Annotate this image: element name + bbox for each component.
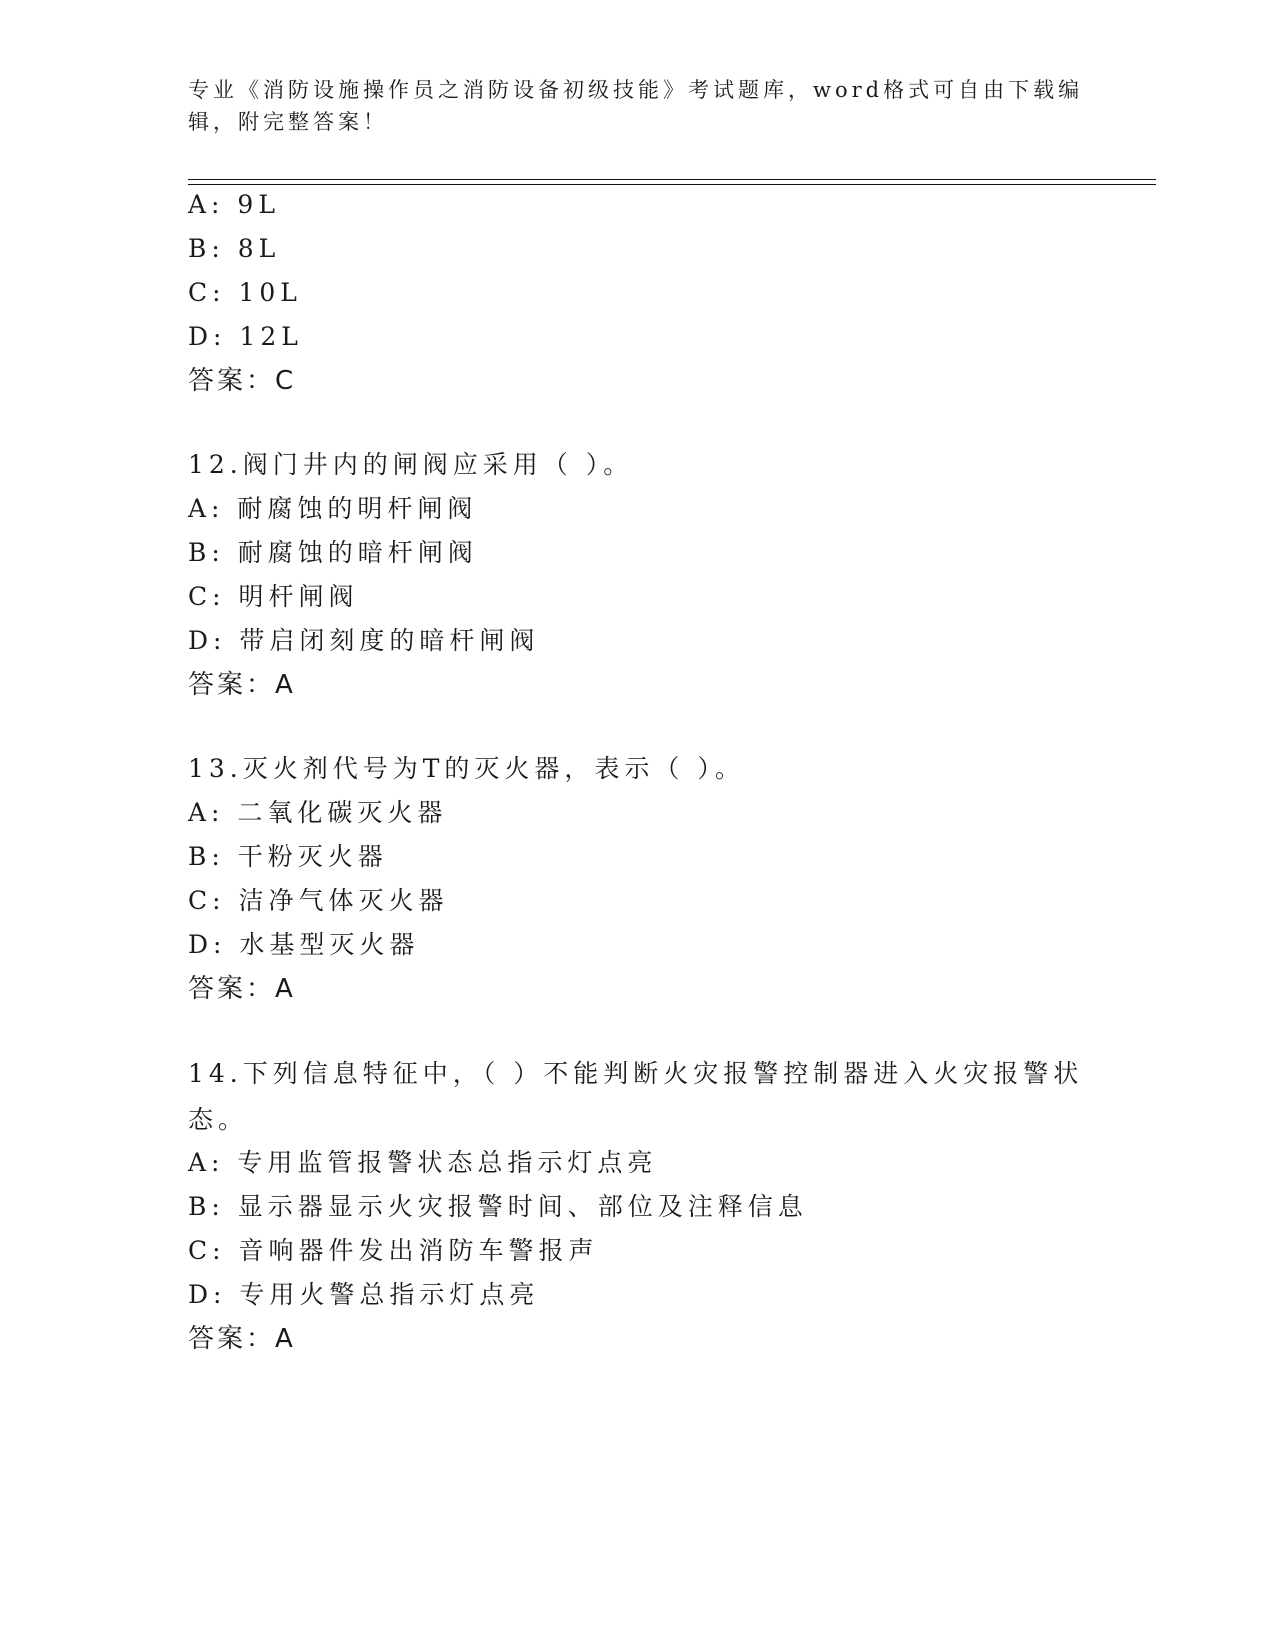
- option-c: C: 10L: [188, 278, 302, 307]
- option-a: A: 耐腐蚀的明杆闸阀: [188, 494, 478, 523]
- option-d: D: 水基型灭火器: [188, 930, 420, 959]
- option-b: B: 耐腐蚀的暗杆闸阀: [188, 538, 478, 567]
- answer: 答案：A: [188, 974, 296, 1004]
- header-divider-top: [188, 179, 1156, 180]
- option-b: B: 8L: [188, 234, 281, 263]
- question-text: 14.下列信息特征中，（ ）不能判断火灾报警控制器进入火灾报警状态。: [188, 1059, 1084, 1134]
- option-d: D: 专用火警总指示灯点亮: [188, 1280, 540, 1309]
- option-a: A: 二氧化碳灭火器: [188, 798, 448, 827]
- option-d: D: 带启闭刻度的暗杆闸阀: [188, 626, 540, 655]
- option-c: C: 明杆闸阀: [188, 582, 359, 611]
- option-a: A: 专用监管报警状态总指示灯点亮: [188, 1148, 658, 1177]
- option-b: B: 显示器显示火灾报警时间、部位及注释信息: [188, 1192, 808, 1221]
- answer: 答案：C: [188, 366, 297, 396]
- option-a: A: 9L: [188, 190, 280, 219]
- document-header: 专业《消防设施操作员之消防设备初级技能》考试题库，word格式可自由下载编辑，附完整答案！: [188, 78, 1084, 134]
- option-b: B: 干粉灭火器: [188, 842, 388, 871]
- option-d: D: 12L: [188, 322, 303, 351]
- option-c: C: 洁净气体灭火器: [188, 886, 449, 915]
- option-c: C: 音响器件发出消防车警报声: [188, 1236, 599, 1265]
- question-text: 12.阀门井内的闸阀应采用（ ）。: [188, 450, 634, 479]
- answer: 答案：A: [188, 670, 296, 700]
- question-text: 13.灭火剂代号为T的灭火器，表示（ ）。: [188, 754, 745, 783]
- answer: 答案：A: [188, 1324, 296, 1354]
- header-divider-bottom: [188, 184, 1156, 185]
